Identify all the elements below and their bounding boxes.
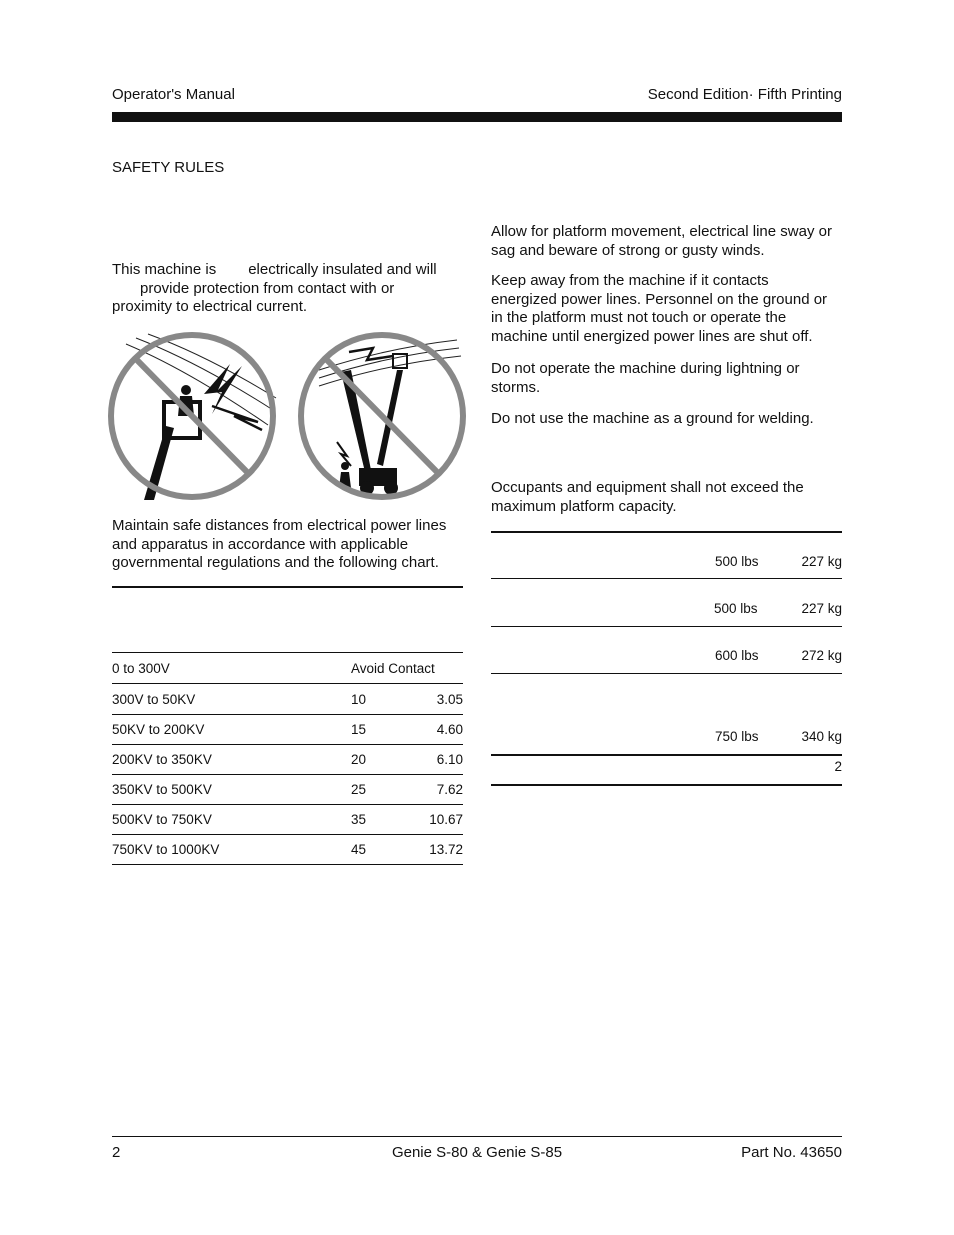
footer-model: Genie S-80 & Genie S-85 [391, 1144, 563, 1161]
mad-table-top-rule [112, 586, 463, 588]
insulation-line1b: electrically insulated and will [248, 261, 437, 278]
lightning-bolt-icon [349, 348, 393, 360]
keep-away-line1: Keep away from the machine if it contacts [491, 272, 769, 289]
mad-header-distance: Avoid Contact [351, 661, 435, 676]
mad-voltage: 500KV to 750KV [112, 812, 212, 827]
mad-table-row [112, 744, 463, 775]
capacity-kg: 227 kg [801, 554, 842, 569]
capacity-warning [491, 479, 804, 516]
footer-part-number: Part No. 43650 [741, 1144, 842, 1161]
mad-table-row [112, 684, 463, 715]
mad-table-header [112, 653, 463, 684]
safe-distance-line1: Maintain safe distances from electrical power lines [112, 517, 447, 534]
section-title: SAFETY RULES [112, 159, 225, 176]
mad-feet: 10 [351, 692, 367, 707]
header-left: Operator's Manual [112, 86, 235, 103]
capacity-line2: maximum platform capacity. [491, 497, 677, 515]
capacity-line1: Occupants and equipment shall not exceed the [491, 479, 804, 496]
mad-feet: 20 [351, 752, 367, 767]
mad-voltage: 750KV to 1000KV [112, 842, 220, 857]
capacity-lbs: 750 lbs [715, 729, 759, 744]
keep-away-line3: in the platform must not touch or operate the [491, 309, 787, 326]
lightning-warning [491, 360, 800, 397]
capacity-lbs: 500 lbs [715, 554, 759, 569]
lightning-line1: Do not operate the machine during lightning or [491, 360, 800, 377]
welding-line1: Do not use the machine as a ground for welding. [491, 410, 814, 427]
welding-warning [491, 410, 814, 429]
mad-table-row [112, 714, 463, 745]
keep-away-line2: energized power lines. Personnel on the ground or [491, 290, 828, 308]
no-contact-boom-illustration [108, 330, 278, 502]
mad-table-row [112, 804, 463, 835]
mad-meters: 3.05 [436, 692, 463, 707]
mad-table-row [112, 774, 463, 805]
capacity-row [491, 579, 842, 627]
capacity-lbs: 600 lbs [715, 648, 759, 663]
mad-meters: 6.10 [436, 752, 463, 767]
capacity-row [491, 627, 842, 674]
insulation-line2: provide protection from contact with or [140, 279, 395, 297]
no-touch-machine-illustration [297, 330, 467, 502]
safe-distance-line3: governmental regulations and the following chart. [112, 554, 439, 571]
keep-away-line4: machine until energized power lines are shut off. [491, 327, 813, 345]
mad-meters: 13.72 [429, 842, 463, 857]
mad-voltage: 350KV to 500KV [112, 782, 212, 797]
mad-header-voltage: 0 to 300V [112, 661, 170, 676]
capacity-lbs: 500 lbs [714, 601, 758, 616]
insulation-line3: proximity to electrical current. [112, 298, 308, 315]
lightning-line2: storms. [491, 378, 541, 396]
mad-voltage: 200KV to 350KV [112, 752, 212, 767]
keep-away-warning [491, 272, 827, 346]
mad-table-row [112, 834, 463, 865]
capacity-kg: 227 kg [801, 601, 842, 616]
footer-rule [112, 1136, 842, 1137]
mad-feet: 45 [351, 842, 367, 857]
mad-feet: 15 [351, 722, 367, 737]
occupants-row [491, 756, 842, 786]
capacity-row [491, 674, 842, 756]
lightning-bolt-icon [204, 364, 242, 414]
mad-voltage: 300V to 50KV [112, 692, 196, 707]
safe-distance-line2: and apparatus in accordance with applicable [112, 535, 409, 553]
mad-meters: 4.60 [436, 722, 463, 737]
mad-feet: 25 [351, 782, 367, 797]
insulation-warning [112, 261, 437, 317]
capacity-row [491, 533, 842, 579]
movement-warning [491, 223, 832, 260]
mad-meters: 7.62 [436, 782, 463, 797]
capacity-kg: 340 kg [801, 729, 842, 744]
mad-voltage: 50KV to 200KV [112, 722, 205, 737]
capacity-kg: 272 kg [801, 648, 842, 663]
insulation-line1a: This machine is [112, 261, 217, 278]
header-bar [112, 112, 842, 122]
page-number: 2 [112, 1144, 121, 1161]
mad-meters: 10.67 [429, 812, 463, 827]
movement-line2: sag and beware of strong or gusty winds. [491, 241, 765, 259]
safe-distance-text [112, 517, 446, 573]
mad-feet: 35 [351, 812, 367, 827]
movement-line1: Allow for platform movement, electrical line sway or [491, 223, 832, 240]
occupants-count: 2 [834, 759, 842, 774]
header-right: Second Edition· Fifth Printing [647, 86, 842, 103]
